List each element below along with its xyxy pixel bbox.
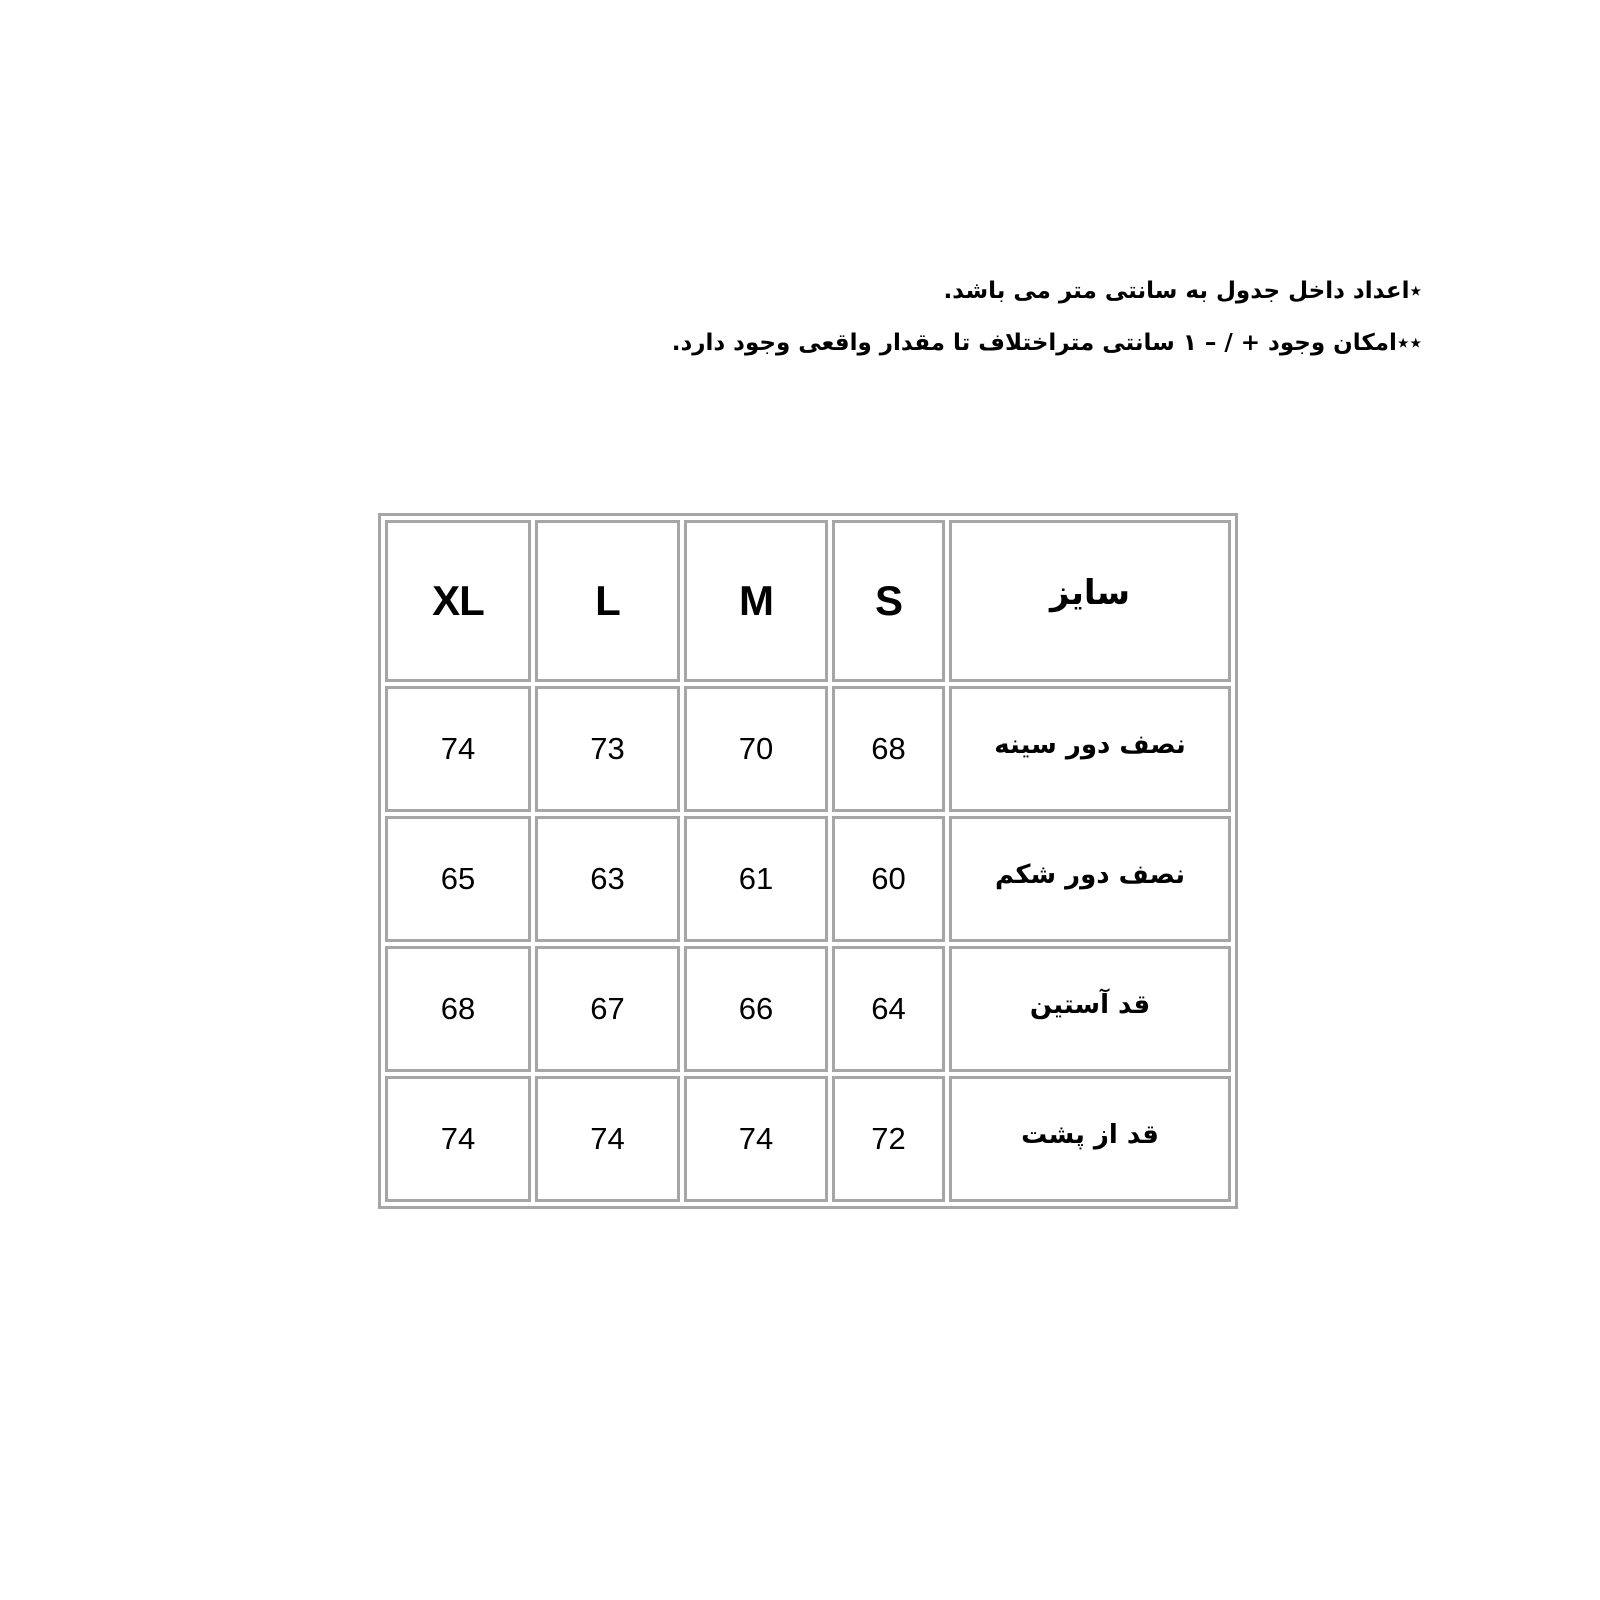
size-header-label-cell	[949, 520, 1231, 682]
value-cell-l: 67	[535, 946, 680, 1072]
row-label-cell	[949, 1076, 1231, 1202]
row-label-sleeve: قد آستین	[1029, 990, 1151, 1020]
value-cell-m: 74	[684, 1076, 828, 1202]
value-cell-m: 66	[684, 946, 828, 1072]
value-cell-s: 60	[832, 816, 945, 942]
value-cell-m: 70	[684, 686, 828, 812]
row-label-cell	[949, 686, 1231, 812]
value-cell-xl: 68	[385, 946, 531, 1072]
size-chart-table	[378, 513, 1238, 1209]
table-row	[385, 1076, 1231, 1202]
note-tolerance: ٭٭امکان وجود + / – ۱ سانتی متراختلاف تا مقدار واقعی وجود دارد.	[671, 330, 1422, 356]
measurement-notes	[662, 274, 1422, 360]
table-row	[385, 816, 1231, 942]
row-label-waist: نصف دور شکم	[995, 860, 1185, 890]
row-label-cell	[949, 816, 1231, 942]
table-header-row	[385, 520, 1231, 682]
value-cell-xl: 74	[385, 686, 531, 812]
table-row	[385, 946, 1231, 1072]
value-cell-l: 73	[535, 686, 680, 812]
value-cell-xl: 74	[385, 1076, 531, 1202]
row-label-back-length: قد از پشت	[1021, 1120, 1159, 1150]
size-header-label: سایز	[1049, 573, 1131, 613]
value-cell-s: 64	[832, 946, 945, 1072]
size-header-m: M	[684, 520, 828, 682]
value-cell-s: 68	[832, 686, 945, 812]
table-row	[385, 686, 1231, 812]
value-cell-l: 74	[535, 1076, 680, 1202]
row-label-chest: نصف دور سینه	[994, 730, 1186, 760]
size-header-xl: XL	[385, 520, 531, 682]
value-cell-xl: 65	[385, 816, 531, 942]
value-cell-l: 63	[535, 816, 680, 942]
value-cell-m: 61	[684, 816, 828, 942]
note-units: ٭اعداد داخل جدول به سانتی متر می باشد.	[943, 278, 1422, 304]
size-header-l: L	[535, 520, 680, 682]
size-header-s: S	[832, 520, 945, 682]
row-label-cell	[949, 946, 1231, 1072]
value-cell-s: 72	[832, 1076, 945, 1202]
